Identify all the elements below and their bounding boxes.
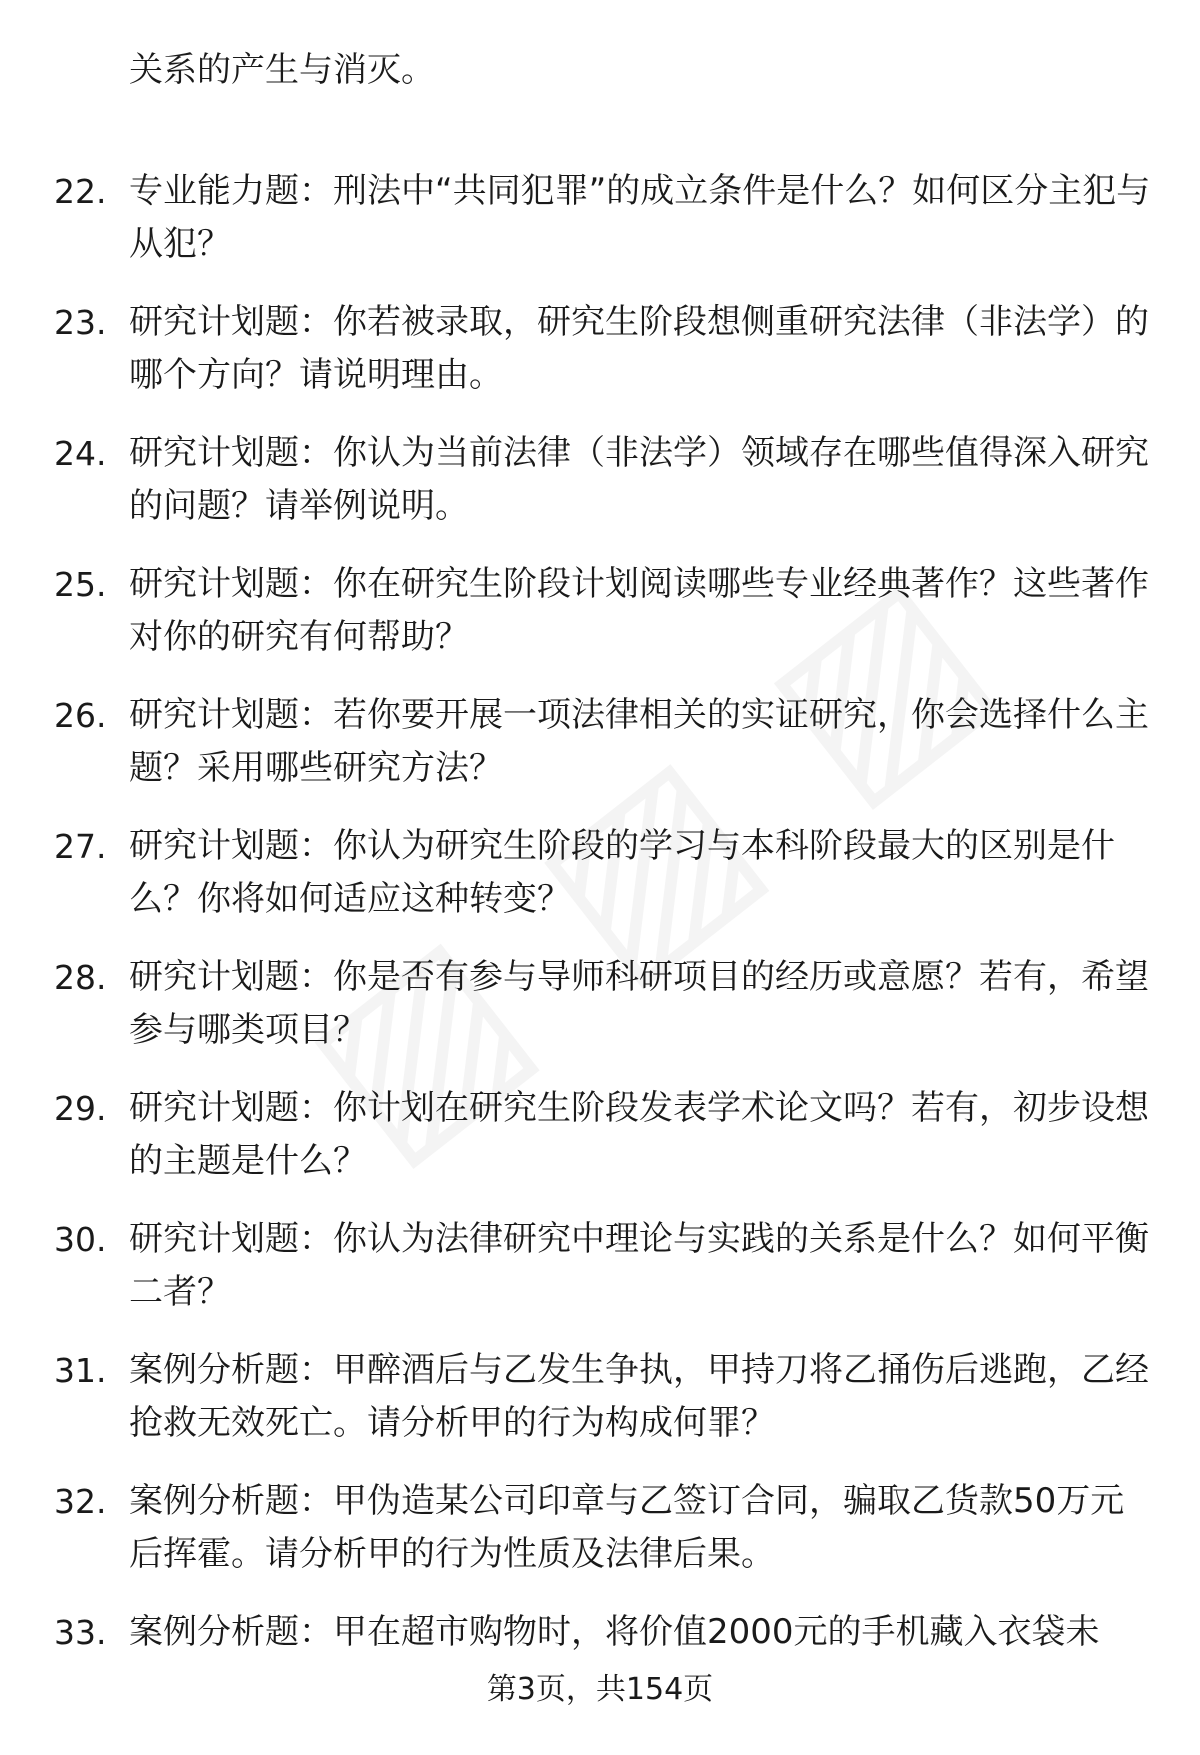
question-text: 研究计划题：你是否有参与导师科研项目的经历或意愿？若有，希望参与哪类项目？ [129,957,1149,1050]
question-item [54,951,1154,1057]
question-number: 27. [54,827,107,866]
question-number: 26. [54,696,107,735]
question-number: 32. [54,1482,107,1521]
question-text: 研究计划题：你计划在研究生阶段发表学术论文吗？若有，初步设想的主题是什么？ [129,1088,1149,1181]
page-footer: 第3页，共154页 [486,1672,714,1707]
question-number: 22. [54,172,107,211]
continuation-text: 关系的产生与消灭。 [129,50,435,90]
question-item [54,558,1154,664]
question-text: 案例分析题：甲在超市购物时，将价值2000元的手机藏入衣袋未 [129,1612,1100,1652]
question-content [54,44,1154,1737]
question-number: 28. [54,958,107,997]
question-item [54,689,1154,795]
question-number: 31. [54,1351,107,1390]
question-number: 29. [54,1089,107,1128]
question-item [54,296,1154,402]
question-number: 23. [54,303,107,342]
question-item [54,165,1154,271]
question-number: 33. [54,1613,107,1652]
question-text: 案例分析题：甲醉酒后与乙发生争执，甲持刀将乙捅伤后逃跑，乙经抢救无效死亡。请分析甲的行为构成何罪？ [129,1350,1149,1443]
question-text: 研究计划题：你在研究生阶段计划阅读哪些专业经典著作？这些著作对你的研究有何帮助？ [129,564,1149,657]
question-number: 24. [54,434,107,473]
question-item [54,427,1154,533]
question-text: 研究计划题：你若被录取，研究生阶段想侧重研究法律（非法学）的哪个方向？请说明理由。 [129,302,1149,395]
question-text: 案例分析题：甲伪造某公司印章与乙签订合同，骗取乙货款50万元后挥霍。请分析甲的行为性质及法律后果。 [129,1481,1125,1574]
question-number: 25. [54,565,107,604]
question-item [54,1344,1154,1450]
question-text: 研究计划题：你认为法律研究中理论与实践的关系是什么？如何平衡二者？ [129,1219,1149,1312]
question-list [54,165,1154,1712]
question-number: 30. [54,1220,107,1259]
question-text: 研究计划题：你认为研究生阶段的学习与本科阶段最大的区别是什么？你将如何适应这种转变？ [129,826,1115,919]
question-item [54,820,1154,926]
question-item [54,1475,1154,1581]
question-text: 专业能力题：刑法中“共同犯罪”的成立条件是什么？如何区分主犯与从犯？ [129,171,1151,264]
question-text: 研究计划题：你认为当前法律（非法学）领域存在哪些值得深入研究的问题？请举例说明。 [129,433,1149,526]
question-text: 研究计划题：若你要开展一项法律相关的实证研究，你会选择什么主题？采用哪些研究方法？ [129,695,1149,788]
question-item [54,1082,1154,1188]
question-item [54,1213,1154,1319]
